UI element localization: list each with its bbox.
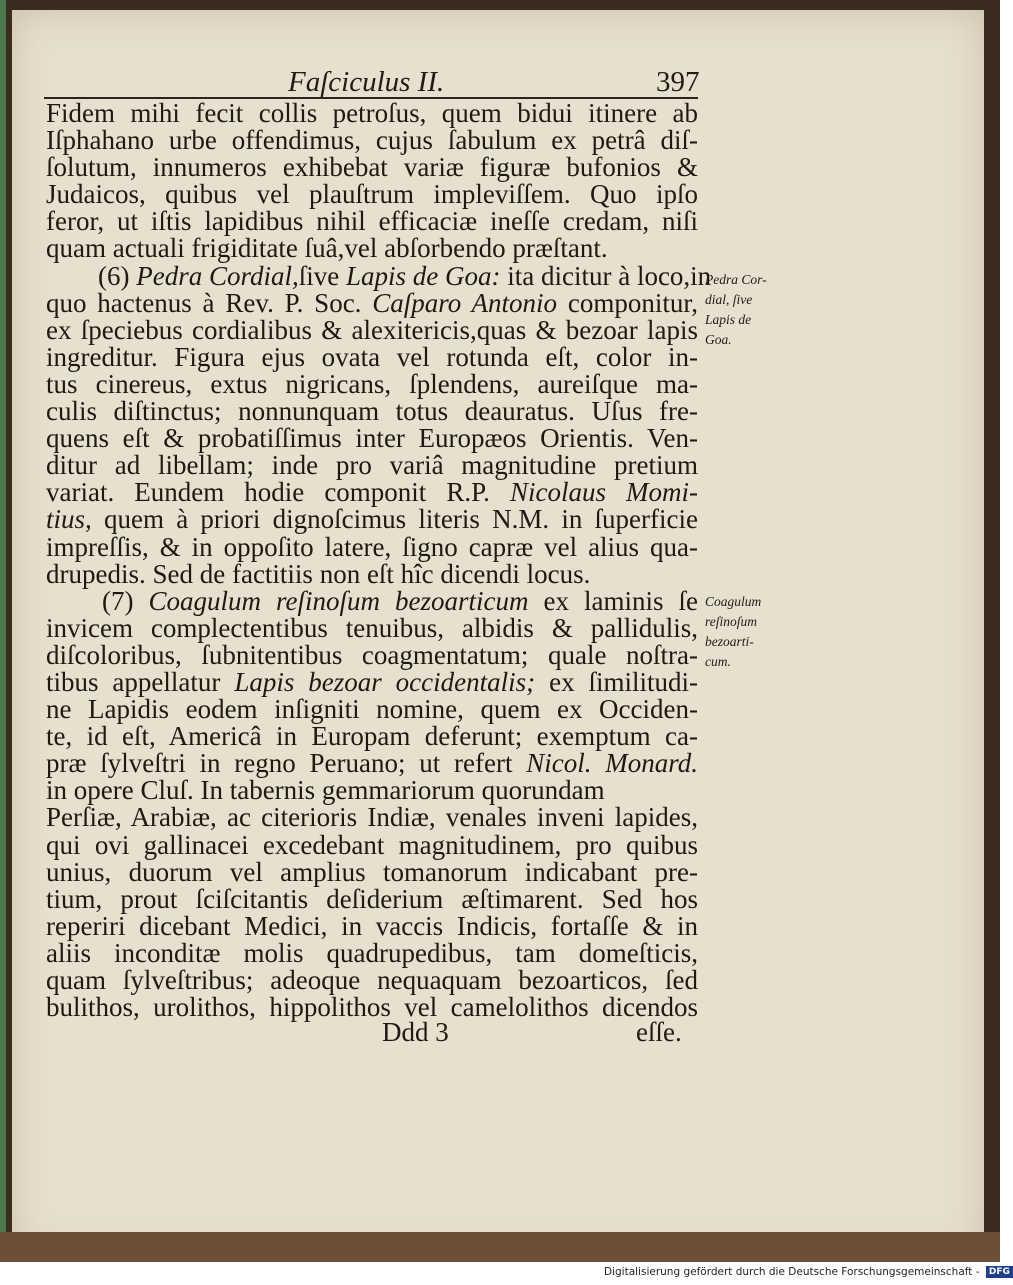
text-line [46, 804, 698, 831]
text-segment: quam actuali frigiditate ſuâ,vel abſorbendo præſtant. [46, 233, 608, 264]
margin-note-line: Coagulum [705, 594, 762, 609]
text-line [46, 398, 698, 425]
text-segment: aliis inconditæ molis quadrupedibus, tam domeſticis, [46, 937, 698, 968]
text-segment: ditur ad libellam; inde pro variâ magnitudine pretium [46, 450, 698, 481]
text-line [46, 994, 698, 1021]
text-line [46, 479, 698, 506]
text-line [46, 235, 698, 262]
margin-note-line: bezoarti- [705, 634, 754, 649]
margin-note-coagulum [705, 592, 785, 672]
text-line [46, 341, 698, 372]
text-line [46, 856, 698, 887]
text-line [46, 750, 698, 777]
page-header [0, 66, 980, 100]
text-segment: ita dicitur à loco,in [500, 260, 712, 291]
italic-segment: Caſparo Antonio [372, 287, 558, 318]
text-segment: Fidem mihi fecit collis petroſus, quem bidui itinere ab [46, 98, 698, 128]
text-segment: Perſiæ, Arabiæ, ac citerioris Indiæ, venales inveni lapides, [46, 802, 698, 833]
running-head: Faſciculus II. [288, 66, 445, 98]
text-segment: tibus appellatur [46, 666, 235, 697]
italic-segment: Lapis de Goa: [346, 260, 501, 291]
text-line [46, 314, 698, 345]
text-segment: tus cinereus, extus nigricans, ſplendens, aureiſque ma- [46, 368, 698, 399]
text-line [46, 100, 698, 127]
text-line [46, 154, 698, 181]
text-segment: diſcoloribus, ſubnitentibus coagmentatum; quale noſtra- [46, 639, 698, 670]
margin-note-line: Lapis de [705, 312, 752, 327]
text-segment: impreſſis, & in oppoſito latere, ſigno capræ vel alius qua- [46, 531, 698, 562]
italic-segment: Nicolaus Momi- [509, 477, 698, 508]
margin-note-line: cum. [705, 654, 731, 669]
text-line [46, 585, 699, 616]
text-segment: ex ſpeciebus cordialibus & alexitericis,quas & bezoar lapis [46, 314, 698, 345]
text-segment: tium, prout ſciſcitantis deſiderium æſtimarent. Sed hos [46, 883, 698, 914]
text-line [46, 425, 698, 452]
text-segment: in opere Cluſ. In tabernis gemmariorum quorundam [46, 775, 605, 806]
text-line [46, 208, 698, 235]
text-segment: ex ſimilitudi- [535, 666, 698, 697]
text-segment: ne Lapidis eodem inſigniti nomine, quem ex Occiden- [46, 694, 698, 725]
text-segment: unius, duorum vel amplius tomanorum indicabant pre- [46, 856, 698, 887]
text-segment: componitur, [557, 287, 698, 318]
body-text [46, 98, 712, 1023]
text-line [46, 723, 698, 750]
text-line [46, 368, 698, 399]
text-segment: quo hactenus à Rev. P. Soc. [46, 287, 373, 318]
text-line [46, 531, 698, 562]
text-segment: quens eſt & probatiſſimus inter Europæos Orientis. Ven- [46, 423, 698, 454]
italic-segment: Coagulum reſinoſum bezoarticum [148, 585, 529, 616]
text-segment: ſolutum, innumeros exhibebat variæ figuræ bufonios & [46, 152, 698, 183]
text-segment: ſive [298, 260, 346, 291]
text-segment: ingreditur. Figura ejus ovata vel rotunda eſt, color in- [46, 341, 698, 372]
text-line [46, 829, 698, 860]
text-segment: Judaicos, quibus vel plauſtrum impleviſſem. Quo ipſo [46, 179, 698, 210]
text-line [46, 506, 698, 533]
text-segment: variat. Eundem hodie componit R.P. [46, 477, 510, 508]
text-segment: (7) [102, 585, 149, 616]
text-line [46, 666, 698, 697]
digitization-credit [604, 1266, 1010, 1282]
text-segment: reperiri dicebant Medici, in vaccis Indicis, fortaſſe & in [46, 910, 698, 941]
text-line [46, 558, 698, 589]
binding-edge [0, 0, 6, 1262]
text-line [46, 937, 698, 968]
page-number: 397 [656, 66, 700, 98]
text-line [46, 777, 698, 804]
margin-note-pedra-cordial [705, 270, 785, 350]
text-segment: drupedis. Sed de factitiis non eſt hîc dicendi locus. [46, 558, 591, 589]
text-segment: culis diſtinctus; nonnunquam totus deauratus. Uſus fre- [46, 396, 698, 427]
italic-segment: Lapis bezoar occidentalis; [234, 666, 536, 697]
dfg-logo: DFG [986, 1266, 1013, 1278]
text-segment: qui ovi gallinacei excedebant magnitudinem, pro quibus [46, 829, 698, 860]
text-line [46, 287, 698, 318]
margin-note-line: Pedra Cor- [705, 272, 767, 287]
margin-note-line: Goa. [705, 332, 732, 347]
text-line [46, 883, 698, 914]
text-segment: te, id eſt, Americâ in Europam deferunt; exemptum ca- [46, 721, 698, 752]
text-segment: invicem complectentibus tenuibus, albidis & pallidulis, [46, 612, 698, 643]
text-segment: Iſphahano urbe offendimus, cujus ſabulum ex petrâ diſ- [46, 125, 698, 156]
margin-note-line: dial, ſive [705, 292, 753, 307]
text-segment: (6) [98, 260, 137, 291]
page-bottom-edge [0, 1232, 1000, 1262]
text-line [46, 910, 698, 941]
text-segment: feror, ut iſtis lapidibus nihil efficaciæ ineſſe credam, niſi [46, 206, 698, 237]
text-segment: quam ſylveſtribus; adeoque nequaquam bezoarticos, ſed [46, 965, 698, 995]
italic-segment: Pedra Cordial, [136, 260, 299, 291]
text-line [46, 452, 698, 479]
text-line [46, 260, 712, 291]
signature-mark: Ddd 3 [382, 1017, 449, 1047]
italic-segment: tius, [46, 504, 92, 535]
text-segment: bulithos, urolithos, hippolithos vel camelolithos dicendos [46, 992, 698, 1023]
italic-segment: Nicol. Monard. [526, 748, 698, 779]
text-line [46, 127, 698, 154]
catchword: eſſe. [636, 1017, 682, 1047]
text-line [46, 612, 698, 643]
text-line [46, 696, 698, 723]
credit-text: Digitalisierung gefördert durch die Deutsche Forschungsgemeinschaft - [604, 1266, 980, 1278]
text-line [46, 639, 698, 670]
text-segment: quem à priori dignoſcimus literis N.M. in ſuperficie [91, 504, 698, 535]
text-line [46, 967, 698, 994]
margin-note-line: reſinoſum [705, 614, 757, 629]
text-line [46, 181, 698, 208]
text-segment: præ ſylveſtri in regno Peruano; ut refert [46, 748, 527, 779]
text-segment: ex laminis ſe [528, 585, 699, 616]
